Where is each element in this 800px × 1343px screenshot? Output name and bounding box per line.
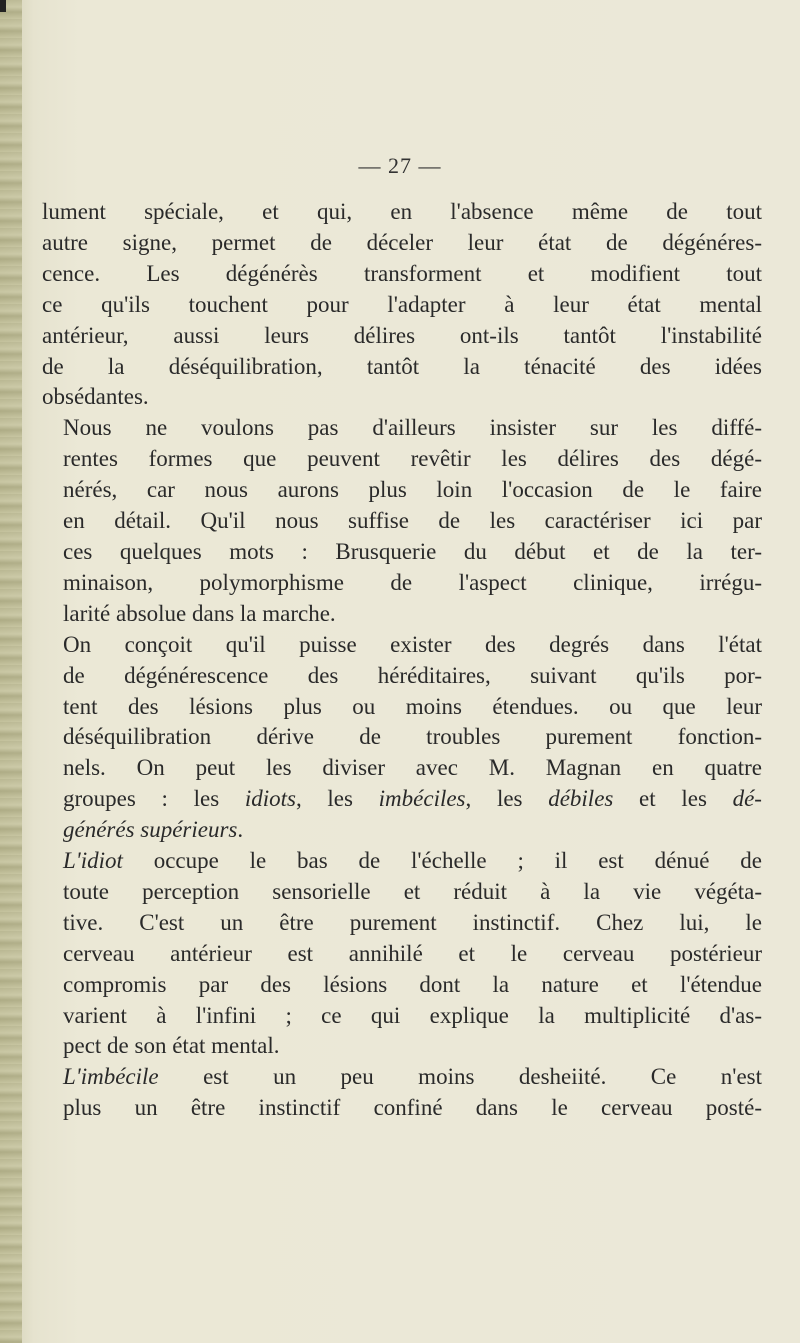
text-segment: , les (295, 786, 379, 812)
binding-gutter (0, 0, 22, 1343)
paragraph-3 (42, 630, 762, 846)
text-line: On conçoit qu'il puisse exister des degrés dans l'état (63, 631, 762, 657)
term-idiots: idiots (244, 786, 296, 812)
term-debiles: débiles (548, 786, 614, 812)
corner-mark (0, 0, 6, 12)
text-line (42, 1062, 762, 1093)
text-line: nels. On peut les diviser avec M. Magnan en quatre (63, 755, 762, 781)
text-line: ces quelques mots : Brusquerie du début et de la ter- (63, 538, 762, 564)
paragraph-2 (42, 413, 762, 629)
text-segment: est un peu moins desheiité. Ce n'est (158, 1064, 762, 1090)
text-line (42, 815, 762, 846)
text-line: déséquilibration dérive de troubles purement fonction- (63, 724, 762, 750)
text-line: minaison, polymorphisme de l'aspect clinique, irrégu- (63, 569, 762, 595)
text-line: obsédantes. (42, 384, 149, 410)
text-line: nérés, car nous aurons plus loin l'occasion de le faire (63, 477, 762, 503)
paragraph-1 (42, 197, 762, 413)
text-line: lument spéciale, et qui, en l'absence même de tout (42, 199, 762, 224)
text-line: pect de son état mental. (63, 1033, 280, 1059)
text-line: tent des lésions plus ou moins étendues. ou que leur (63, 693, 762, 719)
text-line: de dégénérescence des héréditaires, suivant qu'ils por- (63, 662, 762, 688)
text-line: compromis par des lésions dont la nature et l'étendue (63, 971, 762, 997)
paragraph-4 (42, 846, 762, 1062)
text-segment: occupe le bas de l'échelle ; il est dénué de (122, 848, 762, 874)
text-line: Nous ne voulons pas d'ailleurs insister sur les diffé- (63, 415, 762, 441)
text-line: autre signe, permet de déceler leur état de dégénéres- (42, 229, 762, 255)
text-segment: et les (613, 786, 733, 812)
text-line: tive. C'est un être purement instinctif. Chez lui, le (63, 909, 762, 935)
text-line: rentes formes que peuvent revêtir les délires des dégé- (63, 446, 762, 472)
paragraph-5 (42, 1062, 762, 1124)
term-degeneres-start: dé- (732, 786, 762, 812)
term-idiot: L'idiot (63, 848, 123, 874)
text-line: larité absolue dans la marche. (63, 600, 336, 626)
text-line: plus un être instinctif confiné dans le cerveau posté- (63, 1095, 762, 1121)
term-imbeciles: imbéciles (378, 786, 466, 812)
text-line: antérieur, aussi leurs délires ont-ils tantôt l'instabilité (42, 322, 762, 348)
text-line: varient à l'infini ; ce qui explique la multiplicité d'as- (63, 1002, 762, 1028)
term-imbecile: L'imbécile (63, 1064, 159, 1090)
text-segment: groupes : les (63, 786, 245, 812)
text-segment: , les (465, 786, 549, 812)
text-line (42, 784, 762, 815)
text-segment: . (237, 817, 244, 843)
text-line (42, 846, 762, 877)
body-text (42, 197, 762, 1124)
text-line: en détail. Qu'il nous suffise de les caractériser ici par (63, 508, 762, 534)
term-degeneres-superieurs: générés supérieurs (63, 817, 238, 843)
page-number: — 27 — (358, 153, 442, 178)
text-line: cerveau antérieur est annihilé et le cerveau postérieur (63, 940, 762, 966)
text-line: de la déséquilibration, tantôt la ténacité des idées (42, 353, 762, 379)
text-line: ce qu'ils touchent pour l'adapter à leur état mental (42, 291, 762, 317)
text-line: cence. Les dégénérès transforment et modifient tout (42, 260, 762, 286)
text-line: toute perception sensorielle et réduit à la vie végéta- (63, 878, 762, 904)
